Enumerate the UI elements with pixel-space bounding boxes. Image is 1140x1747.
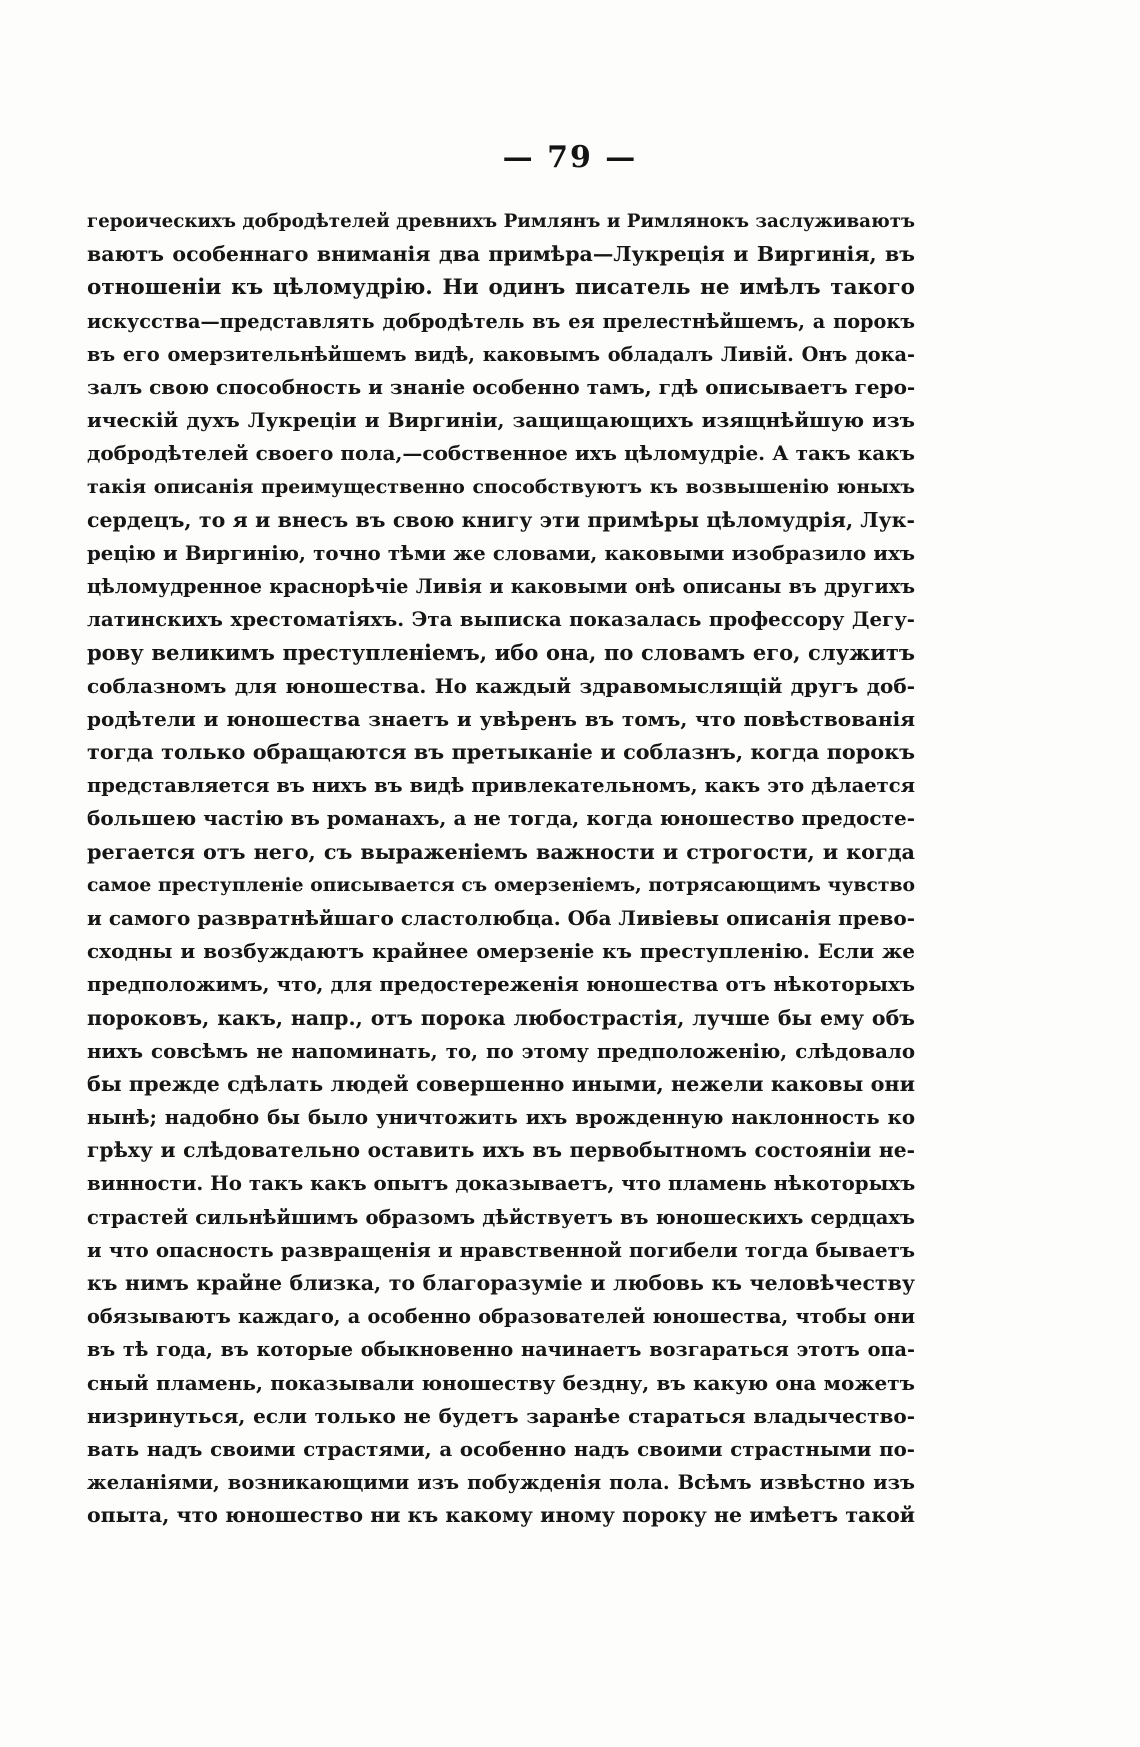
text-line: цѣломудренное краснорѣчіе Ливія и каковыми онѣ описаны въ другихъ (87, 575, 915, 599)
text-line: рецію и Виргинію, точно тѣми же словами, каковыми изобразило ихъ (87, 540, 915, 565)
text-line: къ нимъ крайне близка, то благоразуміе и любовь къ человѣчеству (87, 1271, 915, 1295)
text-line: отношеніи къ цѣломудрію. Ни одинъ писатель не имѣлъ такого (87, 275, 915, 301)
text-line: низринуться, если только не будетъ заранѣе стараться владычество- (87, 1403, 915, 1428)
page-number: — 79 — (502, 140, 638, 175)
text-line: нихъ совсѣмъ не напоминать, то, по этому предположенію, слѣдовало (87, 1038, 915, 1063)
text-line: ическій духъ Лукреціи и Виргиніи, защищающихъ изящнѣйшую изъ (87, 408, 915, 433)
text-line: самое преступленіе описывается съ омерзеніемъ, потрясающимъ чувство (87, 873, 915, 896)
text-line: тогда только обращаются въ претыканіе и соблазнъ, когда порокъ (87, 740, 915, 764)
text-line: регается отъ него, съ выраженіемъ важности и строгости, и когда (87, 839, 915, 864)
text-line: желаніями, возникающими изъ побужденія пола. Всѣмъ извѣстно изъ (87, 1471, 915, 1495)
body-text (87, 205, 915, 1533)
text-line: и что опасность развращенія и нравственной погибели тогда бываетъ (87, 1237, 915, 1262)
text-line: ваютъ особеннаго вниманія два примѣра—Лукреція и Виргинія, въ (87, 242, 915, 267)
text-line: въ его омерзительнѣйшемъ видѣ, каковымъ обладалъ Ливій. Онъ дока- (87, 342, 915, 366)
text-line: страстей сильнѣйшимъ образомъ дѣйствуетъ въ юношескихъ сердцахъ (87, 1205, 915, 1229)
text-line: соблазномъ для юношества. Но каждый здравомыслящій другъ доб- (87, 673, 915, 698)
text-line: нынѣ; надобно бы было уничтожить ихъ врожденную наклонность ко (87, 1105, 915, 1130)
text-line: сный пламень, показывали юношеству бездну, въ какую она можетъ (87, 1370, 915, 1395)
text-line: бы прежде сдѣлать людей совершенно иными, нежели каковы они (87, 1071, 915, 1096)
text-line: такія описанія преимущественно способствуютъ къ возвышенію юныхъ (87, 475, 915, 498)
text-line: и самого развратнѣйшаго сластолюбца. Оба Ливіевы описанія прево- (87, 905, 915, 930)
text-line: залъ свою способность и знаніе особенно тамъ, гдѣ описываетъ геро- (87, 374, 916, 399)
text-line: сердецъ, то я и внесъ въ свою книгу эти примѣры цѣломудрія, Лук- (87, 507, 915, 532)
text-line: грѣху и слѣдовательно оставить ихъ въ первобытномъ состояніи не- (87, 1138, 915, 1163)
text-line: рову великимъ преступленіемъ, ибо она, по словамъ его, служитъ (87, 640, 915, 666)
text-line: латинскихъ хрестоматіяхъ. Эта выписка показалась профессору Дегу- (87, 607, 915, 632)
text-line: опыта, что юношество ни къ какому иному пороку не имѣетъ такой (87, 1503, 915, 1528)
text-line: представляется въ нихъ въ видѣ привлекательномъ, какъ это дѣлается (87, 774, 915, 798)
text-line: предположимъ, что, для предостереженія юношества отъ нѣкоторыхъ (87, 972, 915, 997)
text-line: добродѣтелей своего пола,—собственное ихъ цѣломудріе. А такъ какъ (87, 441, 915, 466)
text-line: вать надъ своими страстями, а особенно надъ своими страстными по- (87, 1436, 915, 1461)
text-line: родѣтели и юношества знаетъ и увѣренъ въ томъ, что повѣствованія (87, 706, 915, 731)
text-line: винности. Но такъ какъ опытъ доказываетъ, что пламень нѣкоторыхъ (87, 1171, 916, 1196)
text-line: большею частію въ романахъ, а не тогда, когда юношество предосте- (87, 806, 915, 831)
text-line: въ тѣ года, въ которые обыкновенно начинаетъ возгараться этотъ опа- (87, 1338, 915, 1362)
text-line: сходны и возбуждаютъ крайнее омерзеніе къ преступленію. Если же (87, 939, 915, 964)
text-line: искусства—представлять добродѣтель въ ея прелестнѣйшемъ, а порокъ (87, 309, 915, 333)
text-line: героическихъ добродѣтелей древнихъ Римлянъ и Римлянокъ заслуживаютъ (87, 211, 915, 232)
text-line: пороковъ, какъ, напр., отъ порока любострастія, лучше бы ему объ (87, 1005, 915, 1030)
text-line: обязываютъ каждаго, а особенно образователей юношества, чтобы они (87, 1305, 915, 1329)
